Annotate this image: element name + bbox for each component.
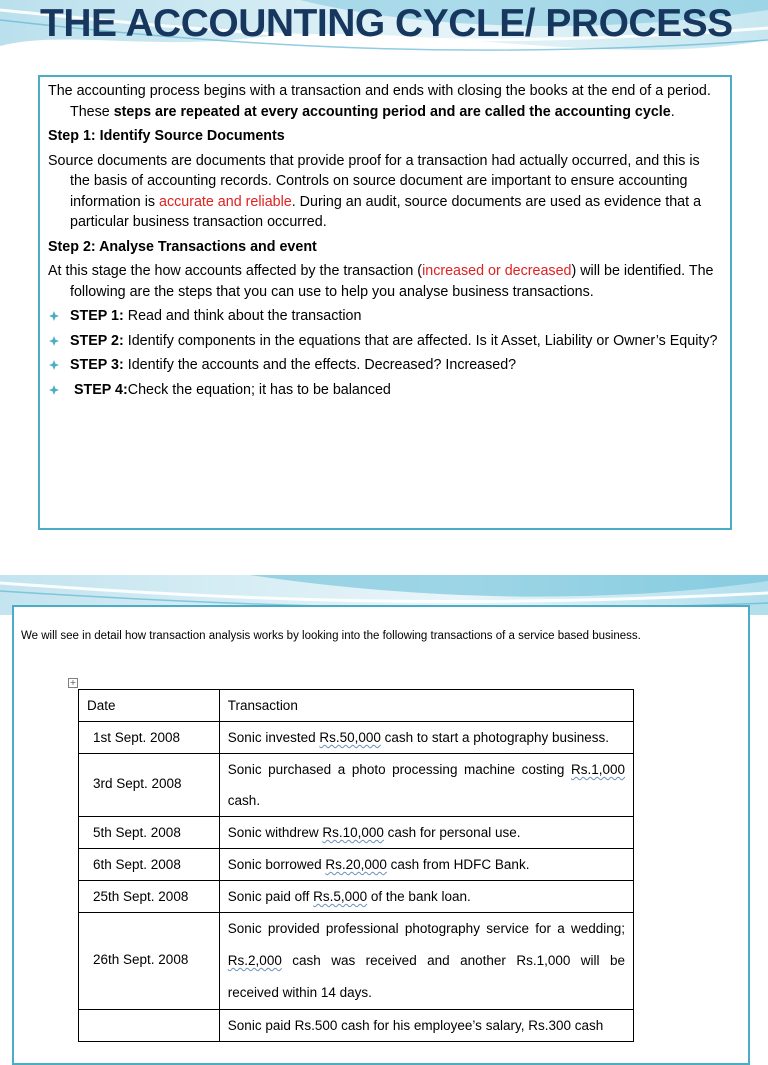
header-transaction: Transaction	[219, 690, 633, 722]
bullet-label: STEP 4:	[74, 381, 128, 398]
row-date: 5th Sept. 2008	[79, 817, 220, 849]
table-row	[79, 913, 634, 1010]
row-date: 6th Sept. 2008	[79, 849, 220, 881]
table-header-row	[79, 690, 634, 722]
bullet-text: Read and think about the transaction	[123, 308, 362, 324]
step2-paragraph	[48, 261, 720, 302]
step1-text: Source documents are documents that provide proof for a transaction had actually occurred, and this is the basis of accounting records. Controls on source document are important to ensure accounting information is	[48, 152, 700, 210]
row-date: 26th Sept. 2008	[79, 913, 220, 1010]
intro-bold-text: steps are repeated at every accounting period and are called the accounting cycle	[113, 103, 671, 120]
step1-heading: Step 1: Identify Source Documents	[48, 128, 285, 144]
transaction-text: Sonic withdrew	[227, 825, 323, 840]
amount: Rs.20,000	[325, 857, 387, 872]
bullet-label: STEP 2:	[70, 332, 124, 349]
transaction-text: Sonic paid off	[227, 889, 314, 904]
step2-heading: Step 2: Analyse Transactions and event	[48, 238, 317, 255]
transaction-text: cash for personal use.	[383, 825, 521, 840]
bullet-step-2	[48, 331, 720, 352]
diamond-bullet-icon	[49, 385, 59, 395]
bullet-step-3	[48, 355, 720, 376]
table-row	[79, 817, 634, 849]
amount: Rs.2,000	[227, 953, 282, 968]
bullet-text: Identify the accounts and the effects. Decreased? Increased?	[123, 357, 517, 373]
transaction-text: cash from HDFC Bank.	[386, 857, 530, 872]
intro-paragraph: We will see in detail how transaction analysis works by looking into the following transactions of a service based business.	[21, 630, 641, 642]
row-transaction	[219, 881, 633, 913]
transaction-text: cash to start a photography business.	[380, 730, 610, 745]
row-transaction	[219, 722, 633, 754]
intro-paragraph	[48, 81, 720, 122]
step1-highlight: accurate and reliable	[159, 193, 292, 210]
row-date: 3rd Sept. 2008	[79, 754, 220, 817]
step2-text-end: ) will be identified. The following are the steps that you can use to help you analyse business transactions.	[70, 263, 714, 300]
transaction-text: of the bank loan.	[367, 889, 471, 904]
diamond-bullet-icon	[49, 336, 59, 346]
row-transaction	[219, 913, 633, 1010]
table-row	[79, 1010, 634, 1042]
amount: Rs.5,000	[313, 889, 368, 904]
step1-text-end: . During an audit, source documents are used as evidence that a particular business transaction occurred.	[70, 193, 702, 230]
amount: Rs.50,000	[319, 730, 381, 745]
transaction-text: cash was received and another Rs.1,000 will be received within 14 days.	[227, 953, 625, 1000]
row-transaction	[219, 849, 633, 881]
diamond-bullet-icon	[49, 360, 59, 370]
transaction-text: Sonic borrowed	[227, 857, 326, 872]
bullet-step-4	[48, 380, 720, 401]
slide-2	[0, 575, 768, 1033]
content-box	[38, 75, 732, 530]
table-row	[79, 881, 634, 913]
intro-text: The accounting process begins with a transaction and ends with closing the books at the end of a period. These	[48, 83, 711, 120]
bullet-step-1	[48, 306, 720, 327]
transaction-text: Sonic purchased a photo processing machine costing	[227, 762, 571, 777]
row-transaction	[219, 817, 633, 849]
table-row	[79, 722, 634, 754]
table-row	[79, 754, 634, 817]
header-date: Date	[79, 690, 220, 722]
step2-text: At this stage the how accounts affected by the transaction (	[48, 263, 423, 279]
diamond-bullet-icon	[49, 311, 59, 321]
intro-end: .	[670, 103, 675, 120]
transactions-table	[78, 689, 634, 1042]
row-date: 25th Sept. 2008	[79, 881, 220, 913]
amount: Rs.1,000	[570, 762, 625, 777]
bullet-label: STEP 1:	[70, 308, 124, 324]
amount: Rs.10,000	[322, 825, 384, 840]
bullet-text: Check the equation; it has to be balanced	[127, 381, 391, 398]
row-date	[79, 1010, 220, 1042]
bullet-label: STEP 3:	[70, 357, 124, 373]
slide-title: THE ACCOUNTING CYCLE/ PROCESS	[40, 2, 733, 45]
row-date: 1st Sept. 2008	[79, 722, 220, 754]
transaction-text: Sonic provided professional photography service for a wedding;	[227, 921, 625, 936]
transaction-text: Sonic invested	[227, 730, 320, 745]
bullet-text: Identify components in the equations that are affected. Is it Asset, Liability or Owner’s Equity?	[123, 332, 718, 349]
transaction-text: Sonic paid Rs.500 cash for his employee’s salary, Rs.300 cash	[227, 1018, 604, 1033]
content-box	[12, 605, 750, 1065]
table-row	[79, 849, 634, 881]
row-transaction	[219, 1010, 633, 1042]
transaction-text: cash.	[227, 793, 261, 808]
table-move-handle-icon[interactable]: +	[69, 678, 77, 687]
step2-highlight: increased or decreased	[422, 263, 572, 279]
step1-paragraph	[48, 151, 720, 233]
row-transaction	[219, 754, 633, 817]
